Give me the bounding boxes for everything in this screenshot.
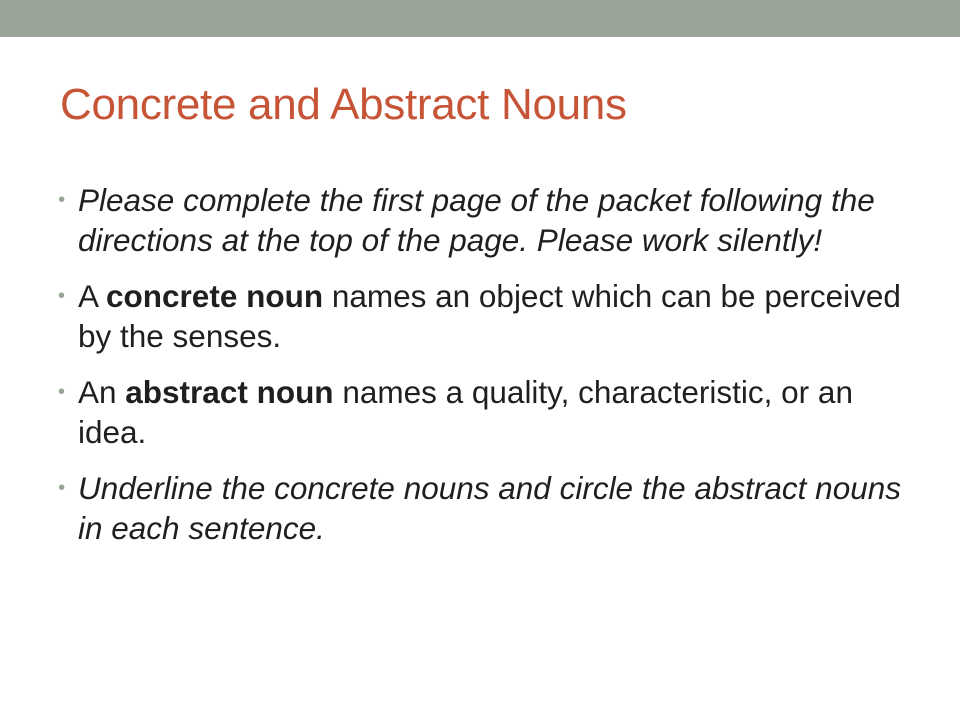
bullet-concrete-definition: [58, 276, 918, 356]
bullet-text: Underline the concrete nouns and circle the abstract nouns in each sentence.: [78, 470, 901, 546]
bullet-dot-icon: •: [58, 477, 66, 499]
bullet-abstract-definition: [58, 372, 918, 452]
bullet-suffix: names a quality, characteristic, or an idea.: [78, 374, 853, 450]
bullet-term-concrete-noun: concrete noun: [106, 278, 324, 314]
bullet-instruction-1: [58, 180, 918, 260]
bullet-list: [58, 180, 918, 564]
slide-title: Concrete and Abstract Nouns: [60, 80, 627, 129]
bullet-instruction-2: [58, 468, 918, 548]
bullet-dot-icon: •: [58, 189, 66, 211]
bullet-dot-icon: •: [58, 285, 66, 307]
bullet-prefix: An: [78, 374, 126, 410]
bullet-suffix: names an object which can be perceived by the senses.: [78, 278, 901, 354]
top-accent-bar: [0, 0, 960, 37]
bullet-term-abstract-noun: abstract noun: [125, 374, 334, 410]
bullet-dot-icon: •: [58, 381, 66, 403]
bullet-text: Please complete the first page of the packet following the directions at the top of the page. Please work silently!: [78, 182, 875, 258]
bullet-prefix: A: [78, 278, 107, 314]
